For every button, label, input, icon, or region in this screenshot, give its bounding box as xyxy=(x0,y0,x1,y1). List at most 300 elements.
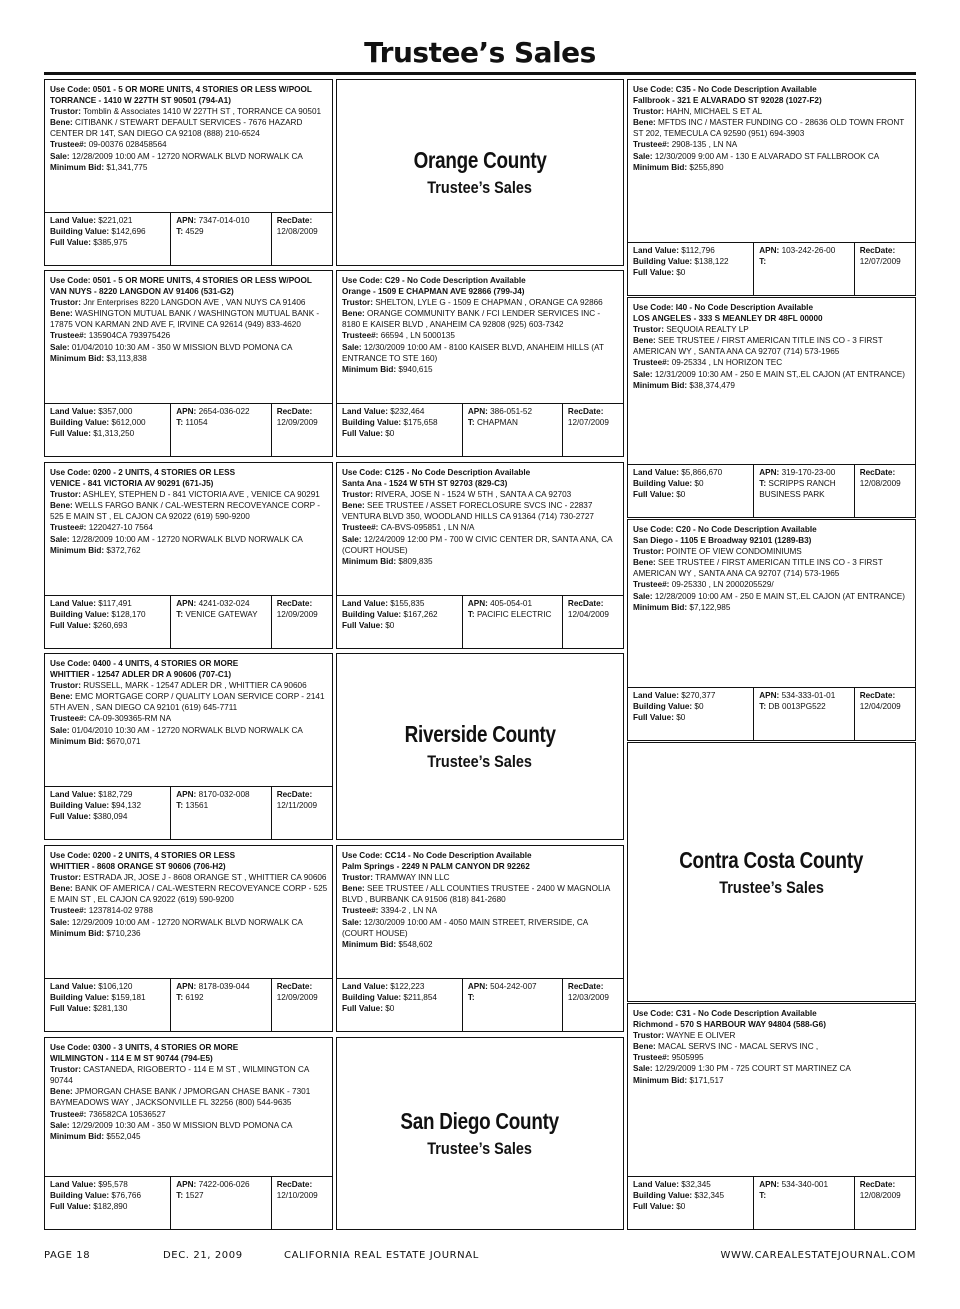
recdate-label: RecDate: xyxy=(859,691,896,700)
listing-card xyxy=(336,845,624,1032)
trustor-line xyxy=(633,324,911,335)
trustor-value: POINTE OF VIEW CONDOMINIUMS xyxy=(666,547,802,557)
trustee-number-value: 2908-135 , LN NA xyxy=(671,140,738,150)
values-table xyxy=(628,464,915,517)
building-value-value: $128,170 xyxy=(111,610,146,620)
trustor-line xyxy=(342,489,619,500)
land-value-label: Land Value: xyxy=(633,246,679,255)
tract-line xyxy=(468,417,558,428)
trustee-number-label: Trustee#: xyxy=(50,331,87,341)
tract-label: T: xyxy=(176,1191,184,1201)
land-value-label: Land Value: xyxy=(50,982,96,991)
recdate-label: RecDate: xyxy=(567,982,604,991)
trustee-number-line xyxy=(50,522,328,533)
values-table xyxy=(45,978,332,1031)
land-value-value: $270,377 xyxy=(681,691,716,700)
trustee-number-line xyxy=(50,1109,328,1120)
listing-card xyxy=(44,462,333,649)
beneficiary-value: CITIBANK / STEWART DEFAULT SERVICES - 7676 HAZARD CENTER DR 14T, SAN DIEGO CA 92108 (888) 210-6524 xyxy=(50,118,303,139)
trustor-line xyxy=(633,546,911,557)
sale-value: 12/29/2009 10:30 AM - 350 W MISSION BLVD POMONA CA xyxy=(71,1120,293,1130)
trustor-label: Trustor: xyxy=(342,490,373,500)
trustor-value: SHELTON, LYLE G - 1509 E CHAPMAN , ORANGE CA 92866 xyxy=(375,298,603,308)
recdate-label: RecDate: xyxy=(276,1180,313,1189)
sale-value: 12/28/2009 10:00 AM - 250 E MAIN ST,.EL CAJON (AT ENTRANCE) xyxy=(654,591,905,601)
trustor-label: Trustor: xyxy=(50,873,81,883)
apn-label: APN: xyxy=(176,599,197,608)
use-code: Use Code: C35 - No Code Description Available xyxy=(633,85,817,94)
use-code: Use Code: 0501 - 5 OR MORE UNITS, 4 STORIES OR LESS W/POOL xyxy=(50,276,312,285)
trustee-number-value: 1237814-02 9788 xyxy=(88,906,153,916)
minimum-bid-value: $1,341,775 xyxy=(106,162,148,172)
land-value-line xyxy=(50,598,166,609)
trustor-value: RUSSELL, MARK - 12547 ADLER DR , WHITTIER CA 90606 xyxy=(83,681,307,691)
values-table xyxy=(45,595,332,648)
recdate-label: RecDate: xyxy=(276,982,313,991)
tract-line xyxy=(759,256,849,267)
property-address: WILMINGTON - 114 E M ST 90744 (794-E5) xyxy=(50,1054,213,1064)
listing-text xyxy=(337,846,623,950)
building-value-line xyxy=(342,417,458,428)
beneficiary-label: Bene: xyxy=(633,558,656,568)
beneficiary-label: Bene: xyxy=(50,1087,73,1097)
values-col xyxy=(628,243,754,295)
full-value-line xyxy=(50,620,166,631)
sale-value: 12/28/2009 10:00 AM - 12720 NORWALK BLVD NORWALK CA xyxy=(71,151,303,161)
trustor-line xyxy=(50,489,328,500)
full-value-value: $1,313,250 xyxy=(93,429,135,439)
listing-text xyxy=(628,520,915,613)
trustee-number-line xyxy=(633,579,911,590)
recdate-col xyxy=(272,787,332,839)
trustee-number-label: Trustee#: xyxy=(342,523,379,533)
apn-col xyxy=(754,243,854,295)
trustee-number-line xyxy=(633,357,911,368)
apn-line xyxy=(468,981,558,992)
sale-label: Sale: xyxy=(633,591,653,601)
apn-line xyxy=(176,981,266,992)
use-code: Use Code: 0300 - 3 UNITS, 4 STORIES OR MORE xyxy=(50,1043,239,1052)
building-value-value: $167,262 xyxy=(403,610,438,620)
trustor-label: Trustor: xyxy=(633,1031,664,1041)
recdate-label: RecDate: xyxy=(859,1180,896,1189)
values-table xyxy=(628,1176,915,1229)
full-value-line xyxy=(633,489,749,500)
listing-text xyxy=(337,463,623,567)
full-value-label: Full Value: xyxy=(50,1202,91,1212)
values-col xyxy=(45,979,171,1031)
trustor-label: Trustor: xyxy=(50,490,81,500)
building-value-label: Building Value: xyxy=(50,418,110,428)
trustee-number-line xyxy=(633,1052,911,1063)
building-value-label: Building Value: xyxy=(633,479,693,489)
trustor-label: Trustor: xyxy=(342,298,373,308)
listing-card xyxy=(44,1037,333,1230)
sale-line xyxy=(633,1063,911,1074)
full-value-value: $0 xyxy=(676,713,686,723)
recdate-value: 12/09/2009 xyxy=(276,418,318,428)
recdate-col xyxy=(855,1177,915,1229)
full-value-value: $182,890 xyxy=(93,1202,128,1212)
values-col xyxy=(45,596,171,648)
apn-label: APN: xyxy=(176,982,197,991)
land-value-label: Land Value: xyxy=(50,407,96,416)
property-address: Santa Ana - 1524 W 5TH ST 92703 (829-C3) xyxy=(342,479,508,489)
recdate-value: 12/09/2009 xyxy=(276,610,318,620)
listing-card xyxy=(336,462,624,649)
building-value-line xyxy=(342,992,458,1003)
sale-label: Sale: xyxy=(342,342,362,352)
tract-label: T: xyxy=(759,702,767,712)
full-value-line xyxy=(50,1003,166,1014)
values-table xyxy=(337,978,623,1031)
full-value-label: Full Value: xyxy=(50,621,91,631)
tract-value: PACIFIC ELECTRIC xyxy=(476,610,552,620)
recdate-value: 12/07/2009 xyxy=(859,257,901,267)
property-address: Fallbrook - 321 E ALVARADO ST 92028 (1027-F2) xyxy=(633,96,822,106)
building-value-label: Building Value: xyxy=(50,993,110,1003)
full-value-line xyxy=(50,428,166,439)
building-value-value: $94,132 xyxy=(111,801,142,811)
minimum-bid-value: $548,602 xyxy=(398,939,433,949)
recdate-label: RecDate: xyxy=(276,790,313,799)
sale-line xyxy=(342,534,619,556)
trustor-value: CASTANEDA, RIGOBERTO - 114 E M ST , WILMINGTON CA 90744 xyxy=(50,1065,309,1086)
apn-value: 8178-039-044 xyxy=(198,982,250,991)
minimum-bid-value: $3,113,838 xyxy=(106,353,147,363)
recdate-col xyxy=(855,243,915,295)
trustor-line xyxy=(50,297,328,308)
apn-value: 2654-036-022 xyxy=(198,407,250,416)
beneficiary-line xyxy=(50,691,328,713)
building-value-label: Building Value: xyxy=(633,1191,693,1201)
building-value-label: Building Value: xyxy=(50,610,110,620)
trustee-number-value: 3394-2 , LN NA xyxy=(380,906,438,916)
listing-text xyxy=(45,463,332,556)
recdate-label: RecDate: xyxy=(276,216,313,225)
trustor-label: Trustor: xyxy=(50,681,81,691)
property-address: WHITTIER - 12547 ADLER DR A 90606 (707-C1) xyxy=(50,670,232,680)
property-address: VENICE - 841 VICTORIA AV 90291 (671-J5) xyxy=(50,479,214,489)
trustor-line xyxy=(342,297,619,308)
beneficiary-value: ORANGE COMMUNITY BANK / FCI LENDER SERVICES INC - 8180 E KAISER BLVD , ANAHEIM CA 92808 (925) 603-7342 xyxy=(342,309,601,330)
full-value-value: $0 xyxy=(385,621,395,631)
listing-card xyxy=(44,845,333,1032)
beneficiary-value: JPMORGAN CHASE BANK / JPMORGAN CHASE BANK - 7301 BAYMEADOWS WAY , JACKSONVILLE FL 32256 (800) 544-9635 xyxy=(50,1087,311,1108)
minimum-bid-line xyxy=(633,162,911,173)
trustor-value: TRAMWAY INN LLC xyxy=(375,873,450,883)
recdate-label: RecDate: xyxy=(567,599,604,608)
sale-line xyxy=(50,342,328,353)
values-col xyxy=(337,979,463,1031)
values-col xyxy=(628,1177,754,1229)
recdate-col xyxy=(563,404,623,456)
listing-card xyxy=(627,297,916,518)
apn-col xyxy=(754,465,854,517)
minimum-bid-label: Minimum Bid: xyxy=(342,939,397,949)
tract-line xyxy=(176,609,266,620)
trustee-number-value: 09-00376 028458564 xyxy=(88,140,167,150)
minimum-bid-line xyxy=(50,928,328,939)
recdate-col xyxy=(272,1177,332,1229)
full-value-label: Full Value: xyxy=(342,1004,383,1014)
beneficiary-line xyxy=(50,500,328,522)
property-address: Orange - 1509 E CHAPMAN AVE 92866 (799-J4) xyxy=(342,287,525,297)
trustor-value: WAYNE E OLIVER xyxy=(666,1031,736,1041)
building-value-label: Building Value: xyxy=(50,227,110,237)
minimum-bid-label: Minimum Bid: xyxy=(50,545,105,555)
trustee-number-line xyxy=(342,522,619,533)
trustee-number-line xyxy=(633,139,911,150)
building-value-label: Building Value: xyxy=(50,801,110,811)
building-value-value: $138,122 xyxy=(694,257,729,267)
county-header-orange xyxy=(336,79,624,266)
land-value-label: Land Value: xyxy=(633,1180,679,1189)
beneficiary-line xyxy=(342,500,619,522)
trustor-label: Trustor: xyxy=(50,107,81,117)
trustor-label: Trustor: xyxy=(633,107,664,117)
land-value-label: Land Value: xyxy=(633,691,679,700)
full-value-line xyxy=(633,267,749,278)
tract-label: T: xyxy=(176,610,184,620)
trustor-value: ESTRADA JR, JOSE J - 8608 ORANGE ST , WHITTIER CA 90606 xyxy=(83,873,327,883)
apn-label: APN: xyxy=(759,246,780,255)
sale-value: 12/30/2009 10:00 AM - 8100 KAISER BLVD, ANAHEIM HILLS (AT ENTRANCE TO STE 160) xyxy=(342,342,604,363)
trustor-line xyxy=(633,1030,911,1041)
recdate-col xyxy=(563,979,623,1031)
beneficiary-value: BANK OF AMERICA / CAL-WESTERN RECOVEYANCE CORP - 525 E MAIN ST , EL CAJON CA 92022 (619) 590-9200 xyxy=(50,884,328,905)
listing-card xyxy=(44,79,333,266)
listing-text xyxy=(45,80,332,173)
apn-value: 8170-032-008 xyxy=(198,790,250,799)
trustee-number-label: Trustee#: xyxy=(633,358,670,368)
sale-line xyxy=(633,591,911,602)
apn-line xyxy=(468,598,558,609)
minimum-bid-value: $670,071 xyxy=(106,736,141,746)
land-value-label: Land Value: xyxy=(50,790,96,799)
full-value-value: $385,975 xyxy=(93,238,128,248)
land-value-value: $232,464 xyxy=(390,407,425,416)
apn-label: APN: xyxy=(176,216,197,225)
apn-label: APN: xyxy=(467,599,488,608)
building-value-label: Building Value: xyxy=(50,1191,110,1201)
values-table xyxy=(45,403,332,456)
apn-value: 405-054-01 xyxy=(490,599,533,608)
beneficiary-label: Bene: xyxy=(342,501,365,511)
use-code: Use Code: I40 - No Code Description Available xyxy=(633,303,814,312)
tract-label: T: xyxy=(176,418,184,428)
full-value-line xyxy=(633,1201,749,1212)
full-value-value: $0 xyxy=(676,1202,686,1212)
trustee-number-label: Trustee#: xyxy=(342,331,379,341)
use-code: Use Code: 0501 - 5 OR MORE UNITS, 4 STORIES OR LESS W/POOL xyxy=(50,85,312,94)
sale-value: 12/24/2009 12:00 PM - 700 W CIVIC CENTER DR, SANTA ANA, CA (COURT HOUSE) xyxy=(342,534,613,555)
recdate-col xyxy=(563,596,623,648)
trustee-number-label: Trustee#: xyxy=(633,140,670,150)
land-value-label: Land Value: xyxy=(342,982,388,991)
recdate-label: RecDate: xyxy=(276,599,313,608)
trustor-value: SEQUOIA REALTY LP xyxy=(666,325,749,335)
apn-line xyxy=(759,1179,849,1190)
use-code: Use Code: C31 - No Code Description Available xyxy=(633,1009,817,1018)
trustee-number-line xyxy=(342,905,619,916)
sale-line xyxy=(342,917,619,939)
full-value-label: Full Value: xyxy=(342,621,383,631)
apn-value: 534-340-001 xyxy=(781,1180,828,1189)
trustee-number-label: Trustee#: xyxy=(50,906,87,916)
use-code: Use Code: CC14 - No Code Description Available xyxy=(342,851,532,860)
minimum-bid-line xyxy=(633,380,911,391)
beneficiary-line xyxy=(342,308,619,330)
land-value-line xyxy=(342,406,458,417)
property-address: LOS ANGELES - 333 S MEANLEY DR 48FL 00000 xyxy=(633,314,823,324)
listing-text xyxy=(628,1004,915,1086)
minimum-bid-line xyxy=(342,939,619,950)
land-value-value: $112,796 xyxy=(681,246,715,255)
apn-col xyxy=(171,979,271,1031)
apn-label: APN: xyxy=(759,468,780,477)
full-value-value: $281,130 xyxy=(93,1004,128,1014)
land-value-line xyxy=(50,789,166,800)
land-value-line xyxy=(50,406,166,417)
apn-label: APN: xyxy=(176,407,197,416)
county-subtitle: Trustee’s Sales xyxy=(427,178,533,197)
building-value-line xyxy=(342,609,458,620)
building-value-line xyxy=(633,478,749,489)
apn-value: 103-242-26-00 xyxy=(781,246,836,255)
land-value-line xyxy=(342,598,458,609)
beneficiary-value: MACAL SERVS INC - MACAL SERVS INC , xyxy=(658,1042,819,1052)
property-address: WHITTIER - 8608 ORANGE ST 90606 (706-H2) xyxy=(50,862,226,872)
recdate-value: 12/10/2009 xyxy=(276,1191,318,1201)
building-value-line xyxy=(50,992,166,1003)
trustee-number-value: 135904CA 793975426 xyxy=(88,331,171,341)
listing-card xyxy=(627,519,916,741)
sale-label: Sale: xyxy=(50,534,70,544)
sale-line xyxy=(50,151,328,162)
values-table xyxy=(45,212,332,265)
values-col xyxy=(45,787,171,839)
beneficiary-label: Bene: xyxy=(342,884,365,894)
trustor-value: Jnr Enterprises 8220 LANGDON AVE , VAN NUYS CA 91406 xyxy=(83,298,306,308)
county-name: Riverside County xyxy=(404,721,556,747)
property-address: TORRANCE - 1410 W 227TH ST 90501 (794-A1) xyxy=(50,96,231,106)
full-value-value: $0 xyxy=(676,490,686,500)
county-subtitle: Trustee’s Sales xyxy=(427,1139,533,1158)
full-value-label: Full Value: xyxy=(633,1202,674,1212)
use-code: Use Code: C29 - No Code Description Available xyxy=(342,276,526,285)
recdate-label: RecDate: xyxy=(859,246,896,255)
apn-value: 534-333-01-01 xyxy=(781,691,836,700)
trustee-number-value: 1220427-10 7564 xyxy=(88,523,153,533)
trustee-number-line xyxy=(342,330,619,341)
building-value-value: $612,000 xyxy=(111,418,146,428)
recdate-value: 12/09/2009 xyxy=(276,993,318,1003)
county-header-sandiego xyxy=(336,1037,624,1230)
minimum-bid-label: Minimum Bid: xyxy=(342,556,397,566)
use-code: Use Code: C20 - No Code Description Available xyxy=(633,525,817,534)
sale-line xyxy=(633,369,911,380)
full-value-line xyxy=(633,712,749,723)
trustor-value: ASHLEY, STEPHEN D - 841 VICTORIA AVE , VENICE CA 90291 xyxy=(82,490,320,500)
trustor-label: Trustor: xyxy=(50,298,81,308)
apn-line xyxy=(176,598,266,609)
sale-value: 12/29/2009 1:30 PM - 725 COURT ST MARTINEZ CA xyxy=(654,1064,851,1074)
land-value-line xyxy=(50,981,166,992)
land-value-value: $32,345 xyxy=(681,1180,711,1189)
beneficiary-label: Bene: xyxy=(633,118,656,128)
beneficiary-value: EMC MORTGAGE CORP / QUALITY LOAN SERVICE CORP - 2141 5TH AVEN , SAN DIEGO CA 92101 (619) 645-7711 xyxy=(50,692,325,713)
beneficiary-line xyxy=(633,557,911,579)
recdate-label: RecDate: xyxy=(567,407,604,416)
beneficiary-line xyxy=(633,1041,911,1052)
minimum-bid-value: $171,517 xyxy=(689,1075,724,1085)
trustee-number-value: 66594 , LN 5000135 xyxy=(380,331,455,341)
recdate-value: 12/07/2009 xyxy=(567,418,609,428)
tract-label: T: xyxy=(467,418,475,428)
tract-label: T: xyxy=(467,610,475,620)
apn-value: 4241-032-024 xyxy=(198,599,250,608)
trustee-number-line xyxy=(50,905,328,916)
tract-label: T: xyxy=(176,801,184,811)
land-value-value: $95,578 xyxy=(98,1180,128,1189)
sale-line xyxy=(342,342,619,364)
listing-text xyxy=(45,846,332,939)
full-value-label: Full Value: xyxy=(50,429,91,439)
footer-date: DEC. 21, 2009 xyxy=(163,1250,243,1261)
minimum-bid-line xyxy=(50,545,328,556)
building-value-line xyxy=(633,1190,749,1201)
apn-line xyxy=(759,690,849,701)
full-value-line xyxy=(50,811,166,822)
land-value-value: $117,491 xyxy=(98,599,132,608)
minimum-bid-line xyxy=(50,736,328,747)
trustee-number-line xyxy=(50,713,328,724)
recdate-col xyxy=(855,465,915,517)
tract-line xyxy=(176,226,266,237)
county-header-contracosta xyxy=(627,742,916,1002)
building-value-label: Building Value: xyxy=(342,418,402,428)
values-table xyxy=(45,1176,332,1229)
minimum-bid-value: $809,835 xyxy=(398,556,433,566)
sale-label: Sale: xyxy=(342,917,362,927)
beneficiary-line xyxy=(633,117,911,139)
land-value-label: Land Value: xyxy=(342,407,388,416)
recdate-label: RecDate: xyxy=(859,468,896,477)
apn-label: APN: xyxy=(176,1180,197,1189)
tract-value: 6192 xyxy=(185,993,204,1003)
full-value-label: Full Value: xyxy=(50,238,91,248)
apn-line xyxy=(759,245,849,256)
minimum-bid-value: $940,615 xyxy=(398,364,433,374)
apn-line xyxy=(176,215,266,226)
sale-value: 12/31/2009 10:30 AM - 250 E MAIN ST,.EL CAJON (AT ENTRANCE) xyxy=(654,369,905,379)
trustee-number-line xyxy=(50,139,328,150)
apn-value: 7347-014-010 xyxy=(198,216,250,225)
tract-line xyxy=(176,992,266,1003)
apn-col xyxy=(463,404,563,456)
land-value-value: $182,729 xyxy=(98,790,133,799)
minimum-bid-line xyxy=(50,162,328,173)
recdate-col xyxy=(272,213,332,265)
land-value-label: Land Value: xyxy=(50,216,96,225)
beneficiary-label: Bene: xyxy=(633,1042,656,1052)
building-value-line xyxy=(50,800,166,811)
minimum-bid-line xyxy=(342,556,619,567)
tract-value: DB 0013PG522 xyxy=(768,702,826,712)
beneficiary-value: SEE TRUSTEE / FIRST AMERICAN TITLE INS CO - 3 FIRST AMERICAN WY , SANTA ANA CA 92707 (714) 573-1965 xyxy=(633,558,883,579)
values-col xyxy=(337,404,463,456)
